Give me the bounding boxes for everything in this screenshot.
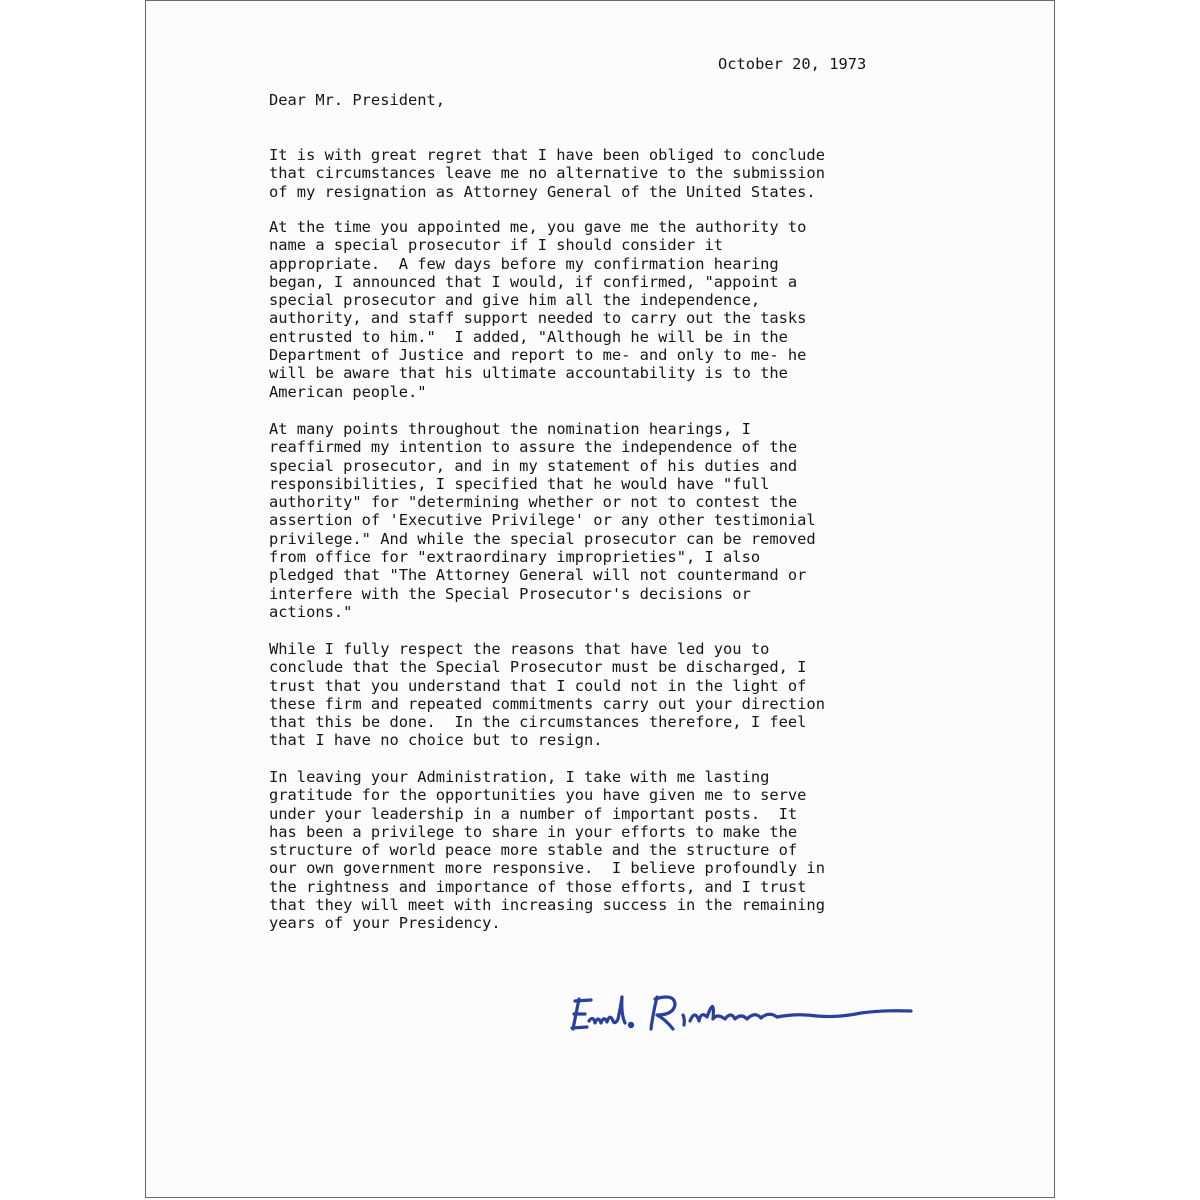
paragraph-line: entrusted to him." I added, "Although he will be in the [269, 327, 788, 346]
paragraph-line: authority, and staff support needed to carry out the tasks [269, 309, 807, 328]
paragraph-line: In leaving your Administration, I take with me lasting [269, 768, 770, 786]
paragraph-line: appropriate. A few days before my confirmation hearing [269, 254, 779, 273]
paragraph-line: began, I announced that I would, if confirmed, "appoint a [269, 272, 798, 291]
paragraph-line: will be aware that his ultimate accountability is to the [269, 364, 788, 383]
paragraph-line: under your leadership in a number of important posts. It [269, 804, 798, 823]
paragraph-line: that they will meet with increasing success in the remaining [269, 896, 825, 915]
paragraph-line: structure of world peace more stable and the structure of [269, 841, 798, 860]
letter-date: October 20, 1973 [718, 55, 867, 73]
paragraph-line: At many points throughout the nomination hearings, I [269, 420, 751, 438]
paragraph-line: conclude that the Special Prosecutor must be discharged, I [269, 658, 807, 677]
paragraph-line: actions." [269, 602, 353, 621]
paragraph-line: years of your Presidency. [269, 914, 501, 933]
paragraph-line: responsibilities, I specified that he would have "full [269, 474, 770, 493]
paragraph-line: privilege." And while the special prosecutor can be removed [269, 529, 816, 548]
paragraph-line: authority" for "determining whether or not to contest the [269, 493, 798, 512]
paragraph-line: reaffirmed my intention to assure the independence of the [269, 438, 798, 457]
salutation: Dear Mr. President, [269, 91, 446, 109]
paragraph-2 [269, 218, 806, 401]
paragraph-line: these firm and repeated commitments carry out your direction [269, 694, 825, 713]
paragraph-line: trust that you understand that I could not in the light of [269, 676, 807, 695]
paragraph-5 [269, 768, 825, 933]
paragraph-line: Department of Justice and report to me- and only to me- he [269, 346, 807, 365]
paragraph-line: While I fully respect the reasons that have led you to [269, 640, 770, 658]
paragraph-line: our own government more responsive. I believe profoundly in [269, 859, 825, 878]
paragraph-line: has been a privilege to share in your efforts to make the [269, 822, 798, 841]
signature [565, 985, 925, 1035]
paragraph-line: of my resignation as Attorney General of the United States. [269, 182, 816, 201]
paragraph-line: At the time you appointed me, you gave me the authority to [269, 218, 807, 236]
paragraph-line: It is with great regret that I have been obliged to conclude [269, 146, 825, 164]
paragraph-line: that this be done. In the circumstances therefore, I feel [269, 713, 807, 732]
paragraph-4 [269, 640, 825, 750]
paragraph-line: assertion of 'Executive Privilege' or any other testimonial [269, 511, 816, 530]
paragraph-3 [269, 420, 816, 621]
paragraph-line: that circumstances leave me no alternative to the submission [269, 164, 825, 183]
paragraph-line: that I have no choice but to resign. [269, 731, 603, 750]
paragraph-line: special prosecutor, and in my statement of his duties and [269, 456, 798, 475]
paragraph-line: interfere with the Special Prosecutor's decisions or [269, 584, 751, 603]
paragraph-line: from office for "extraordinary improprieties", I also [269, 548, 761, 567]
paragraph-line: pledged that "The Attorney General will not countermand or [269, 566, 807, 585]
signature-strokes [572, 997, 911, 1029]
paragraph-line: name a special prosecutor if I should consider it [269, 236, 724, 255]
paragraph-line: special prosecutor and give him all the independence, [269, 291, 761, 310]
paragraph-line: American people." [269, 382, 427, 401]
paragraph-line: gratitude for the opportunities you have given me to serve [269, 786, 807, 805]
paragraph-1 [269, 146, 825, 201]
paragraph-line: the rightness and importance of those efforts, and I trust [269, 877, 807, 896]
